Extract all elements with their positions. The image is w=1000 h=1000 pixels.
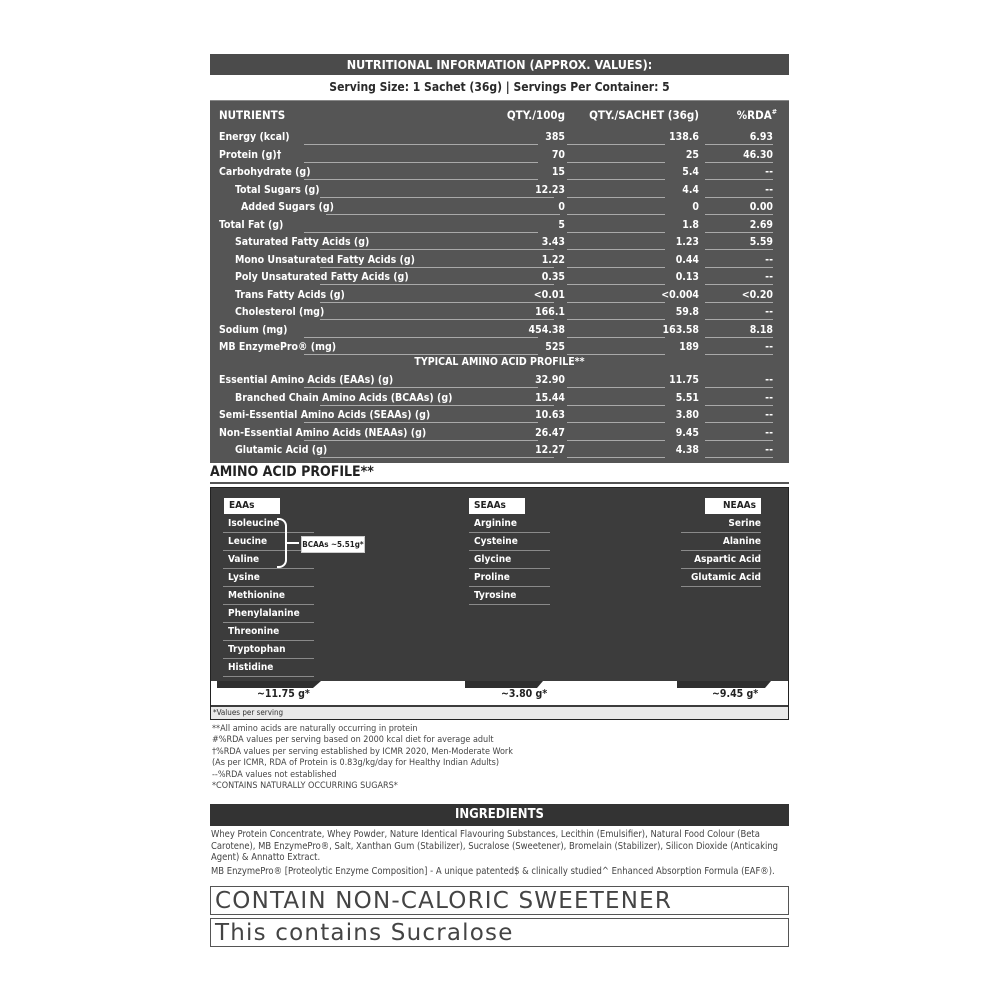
rda-value: -- xyxy=(765,341,773,353)
row-guide-line xyxy=(320,284,554,285)
rda-value: -- xyxy=(765,306,773,318)
qty-sachet: 163.58 xyxy=(662,323,699,336)
row-guide-line xyxy=(567,422,665,423)
row-guide-line xyxy=(705,179,773,180)
row-guide-line xyxy=(705,284,773,285)
footnote: #%RDA values per serving based on 2000 kcal diet for average adult xyxy=(212,735,494,746)
amino-acid-item: Histidine xyxy=(223,659,314,677)
amino-profile-title: AMINO ACID PROFILE** xyxy=(210,464,374,480)
sucralose-warning: This contains Sucralose xyxy=(210,918,789,947)
rda-value: -- xyxy=(765,374,773,386)
qty-100g: 15 xyxy=(551,166,565,178)
ingredients-text xyxy=(211,829,789,877)
amino-acid-item: Isoleucine xyxy=(223,515,314,533)
qty-sachet: 1.8 xyxy=(682,218,699,231)
nutrient-label: Cholesterol (mg) xyxy=(235,306,325,318)
rda-value: 8.18 xyxy=(749,323,773,336)
qty-sachet: <0.004 xyxy=(661,288,699,301)
qty-100g: 385 xyxy=(545,131,565,143)
row-guide-line xyxy=(567,249,665,250)
row-guide-line xyxy=(567,319,665,320)
row-guide-line xyxy=(567,267,665,268)
qty-sachet: 4.38 xyxy=(675,444,699,456)
amino-acid-item: Serine xyxy=(681,515,761,533)
bcaa-note: BCAAs ~5.51g* xyxy=(301,536,365,553)
rda-value: -- xyxy=(765,391,773,404)
row-guide-line xyxy=(320,319,554,320)
qty-100g: 12.27 xyxy=(535,444,565,456)
seaas-marker xyxy=(465,681,543,688)
footnote: (As per ICMR, RDA of Protein is 0.83g/kg/day for Healthy Indian Adults) xyxy=(212,758,500,769)
neaas-marker xyxy=(677,681,771,688)
rda-value: 46.30 xyxy=(743,148,773,161)
nutrient-row xyxy=(210,254,789,271)
qty-100g: 0 xyxy=(558,201,565,213)
neaas-label: NEAAs xyxy=(705,498,761,514)
row-guide-line xyxy=(326,214,560,215)
qty-100g: 15.44 xyxy=(535,391,565,404)
col-rda: %RDA# xyxy=(736,108,777,122)
qty-sachet: 5.51 xyxy=(675,391,699,404)
qty-sachet: 9.45 xyxy=(675,426,699,439)
qty-100g: <0.01 xyxy=(533,288,565,301)
nutrient-row xyxy=(210,374,789,391)
qty-100g: 26.47 xyxy=(535,426,565,439)
row-guide-line xyxy=(705,422,773,423)
rda-value: -- xyxy=(765,253,773,266)
qty-sachet: 1.23 xyxy=(675,236,699,248)
nutrient-label: Mono Unsaturated Fatty Acids (g) xyxy=(235,253,415,266)
rda-value: 6.93 xyxy=(749,131,773,143)
nutrient-label: Essential Amino Acids (EAAs) (g) xyxy=(219,374,394,386)
row-guide-line xyxy=(567,337,665,338)
row-guide-line xyxy=(567,197,665,198)
col-nutrients: NUTRIENTS xyxy=(219,108,286,122)
row-guide-line xyxy=(705,387,773,388)
nutrient-label: Glutamic Acid (g) xyxy=(235,444,328,456)
row-guide-line xyxy=(320,405,554,406)
nutrient-label: Added Sugars (g) xyxy=(241,201,334,213)
amino-acid-item: Valine xyxy=(223,551,314,569)
row-guide-line xyxy=(304,440,538,441)
row-guide-line xyxy=(304,422,538,423)
row-guide-line xyxy=(304,354,538,355)
row-guide-line xyxy=(705,440,773,441)
row-guide-line xyxy=(705,457,773,458)
amino-acid-item: Proline xyxy=(469,569,550,587)
row-guide-line xyxy=(567,144,665,145)
qty-sachet: 4.4 xyxy=(682,183,699,196)
row-guide-line xyxy=(567,354,665,355)
amino-acid-item: Lysine xyxy=(223,569,314,587)
row-guide-line xyxy=(304,232,538,233)
row-guide-line xyxy=(705,197,773,198)
amino-acid-item: Tyrosine xyxy=(469,587,550,605)
nutrient-row xyxy=(210,409,789,426)
row-guide-line xyxy=(705,337,773,338)
footnote: *CONTAINS NATURALLY OCCURRING SUGARS* xyxy=(212,781,398,792)
row-guide-line xyxy=(320,302,554,303)
footnote: **All amino acids are naturally occurring in protein xyxy=(212,724,418,734)
serving-info: Serving Size: 1 Sachet (36g) | Servings Per Container: 5 xyxy=(329,80,670,94)
amino-acid-item: Methionine xyxy=(223,587,314,605)
nutrient-label: Total Sugars (g) xyxy=(235,183,320,196)
rda-value: -- xyxy=(765,166,773,178)
nutrient-label: Carbohydrate (g) xyxy=(219,166,311,178)
rda-value: <0.20 xyxy=(741,288,773,301)
row-guide-line xyxy=(705,267,773,268)
row-guide-line xyxy=(304,144,538,145)
nutrient-row xyxy=(210,271,789,288)
bcaa-brace xyxy=(277,518,287,568)
row-guide-line xyxy=(705,162,773,163)
qty-100g: 32.90 xyxy=(535,374,565,386)
nutrient-row xyxy=(210,444,789,461)
qty-sachet: 11.75 xyxy=(669,374,699,386)
nutrient-label: Total Fat (g) xyxy=(219,218,284,231)
nutrient-label: Non-Essential Amino Acids (NEAAs) (g) xyxy=(219,426,427,439)
nutrient-label: Trans Fatty Acids (g) xyxy=(235,288,345,301)
qty-100g: 12.23 xyxy=(535,183,565,196)
row-guide-line xyxy=(705,232,773,233)
row-guide-line xyxy=(567,457,665,458)
qty-100g: 10.63 xyxy=(535,409,565,421)
row-guide-line xyxy=(320,457,554,458)
values-note: *Values per serving xyxy=(211,707,788,719)
qty-sachet: 0 xyxy=(692,201,699,213)
qty-100g: 5 xyxy=(558,218,565,231)
qty-sachet: 25 xyxy=(685,148,699,161)
qty-sachet: 3.80 xyxy=(675,409,699,421)
row-guide-line xyxy=(705,249,773,250)
nutrient-label: Protein (g)† xyxy=(219,148,282,161)
sweetener-warning: CONTAIN NON-CALORIC SWEETENER xyxy=(210,886,789,915)
qty-sachet: 189 xyxy=(679,341,699,353)
nutrient-label: MB EnzymePro® (mg) xyxy=(219,341,337,353)
footnotes xyxy=(212,724,787,792)
amino-acid-item: Leucine xyxy=(223,533,314,551)
qty-100g: 454.38 xyxy=(528,323,565,336)
amino-acid-item: Arginine xyxy=(469,515,550,533)
nutrient-label: Branched Chain Amino Acids (BCAAs) (g) xyxy=(235,391,453,404)
nutrient-row xyxy=(210,149,789,166)
seaas-total: ~3.80 g* xyxy=(501,688,548,700)
rda-value: -- xyxy=(765,183,773,196)
seaas-label: SEAAs xyxy=(469,498,525,514)
amino-acid-item: Glutamic Acid xyxy=(681,569,761,587)
row-guide-line xyxy=(567,284,665,285)
enzyme-note: MB EnzymePro® [Proteolytic Enzyme Composition] - A unique patented$ & clinically studied^ Enhanced Absorption Formula (EAF®). xyxy=(211,865,775,877)
row-guide-line xyxy=(304,387,538,388)
rda-value: 5.59 xyxy=(749,236,773,248)
row-guide-line xyxy=(304,337,538,338)
nutrient-row xyxy=(210,306,789,323)
ingredients-header: INGREDIENTS xyxy=(210,804,789,826)
row-guide-line xyxy=(567,179,665,180)
amino-profile-box xyxy=(210,487,789,720)
row-guide-line xyxy=(705,302,773,303)
nutrient-row xyxy=(210,219,789,236)
nutrient-row xyxy=(210,289,789,306)
eaas-marker xyxy=(217,681,321,688)
nutrient-row xyxy=(210,236,789,253)
col-qty-sachet: QTY./SACHET (36g) xyxy=(589,108,699,122)
nutrient-row xyxy=(210,184,789,201)
qty-100g: 3.43 xyxy=(541,236,565,248)
row-guide-line xyxy=(567,214,665,215)
qty-sachet: 0.13 xyxy=(675,271,699,283)
qty-100g: 0.35 xyxy=(541,271,565,283)
row-guide-line xyxy=(320,267,554,268)
nutrition-table xyxy=(210,100,789,463)
amino-acid-item: Tryptophan xyxy=(223,641,314,659)
nutrient-label: Sodium (mg) xyxy=(219,323,288,336)
row-guide-line xyxy=(567,232,665,233)
rda-value: -- xyxy=(765,444,773,456)
row-guide-line xyxy=(320,249,554,250)
nutrient-label: Semi-Essential Amino Acids (SEAAs) (g) xyxy=(219,409,431,421)
row-guide-line xyxy=(567,302,665,303)
row-guide-line xyxy=(567,405,665,406)
row-guide-line xyxy=(304,179,538,180)
rda-value: 0.00 xyxy=(749,201,773,213)
nutrient-label: Poly Unsaturated Fatty Acids (g) xyxy=(235,271,409,283)
row-guide-line xyxy=(705,319,773,320)
row-guide-line xyxy=(304,162,538,163)
row-guide-line xyxy=(320,197,554,198)
row-guide-line xyxy=(567,440,665,441)
qty-sachet: 59.8 xyxy=(675,306,699,318)
nutrient-row xyxy=(210,166,789,183)
amino-acid-item: Glycine xyxy=(469,551,550,569)
footnote: †%RDA values per serving established by ICMR 2020, Men-Moderate Work xyxy=(212,746,513,757)
row-guide-line xyxy=(705,354,773,355)
qty-100g: 1.22 xyxy=(541,253,565,266)
nutrient-row xyxy=(210,427,789,444)
row-guide-line xyxy=(705,405,773,406)
qty-100g: 70 xyxy=(551,148,565,161)
qty-100g: 166.1 xyxy=(535,306,565,318)
footnote: --%RDA values not established xyxy=(212,769,337,780)
bcaa-brace-tip xyxy=(287,542,299,544)
nutrition-header: NUTRITIONAL INFORMATION (APPROX. VALUES): xyxy=(210,54,789,75)
rda-value: 2.69 xyxy=(749,218,773,231)
qty-sachet: 5.4 xyxy=(682,166,699,178)
rda-value: -- xyxy=(765,409,773,421)
nutrient-label: Saturated Fatty Acids (g) xyxy=(235,236,370,248)
nutrient-row xyxy=(210,392,789,409)
amino-acid-item: Threonine xyxy=(223,623,314,641)
amino-subheading: TYPICAL AMINO ACID PROFILE** xyxy=(414,356,585,368)
qty-sachet: 0.44 xyxy=(675,253,699,266)
nutrient-row xyxy=(210,131,789,148)
amino-acid-item: Phenylalanine xyxy=(223,605,314,623)
row-guide-line xyxy=(705,214,773,215)
col-qty-100g: QTY./100g xyxy=(506,108,565,122)
rda-value: -- xyxy=(765,271,773,283)
amino-acid-item: Cysteine xyxy=(469,533,550,551)
ingredients-list: Whey Protein Concentrate, Whey Powder, Nature Identical Flavouring Substances, Lecithin (Emulsifier), Natural Food Colour (Beta Carotene), MB EnzymePro®, Salt, Xanthan Gum (Stabilizer), Sucralose (Sweetener), Bromelain (Stabilizer), Silicon Dioxide (Anticaking Agent) & Annatto Extract. xyxy=(211,829,779,864)
amino-acid-item: Aspartic Acid xyxy=(681,551,761,569)
row-guide-line xyxy=(567,162,665,163)
qty-sachet: 138.6 xyxy=(669,131,699,143)
row-guide-line xyxy=(567,387,665,388)
eaas-label: EAAs xyxy=(224,498,280,514)
nutrient-row xyxy=(210,201,789,218)
rda-value: -- xyxy=(765,426,773,439)
divider xyxy=(210,482,789,484)
nutrient-label: Energy (kcal) xyxy=(219,131,290,143)
qty-100g: 525 xyxy=(545,341,565,353)
nutrient-row xyxy=(210,324,789,341)
amino-acid-item: Alanine xyxy=(681,533,761,551)
eaas-total: ~11.75 g* xyxy=(257,688,310,700)
neaas-total: ~9.45 g* xyxy=(712,688,759,700)
row-guide-line xyxy=(705,144,773,145)
